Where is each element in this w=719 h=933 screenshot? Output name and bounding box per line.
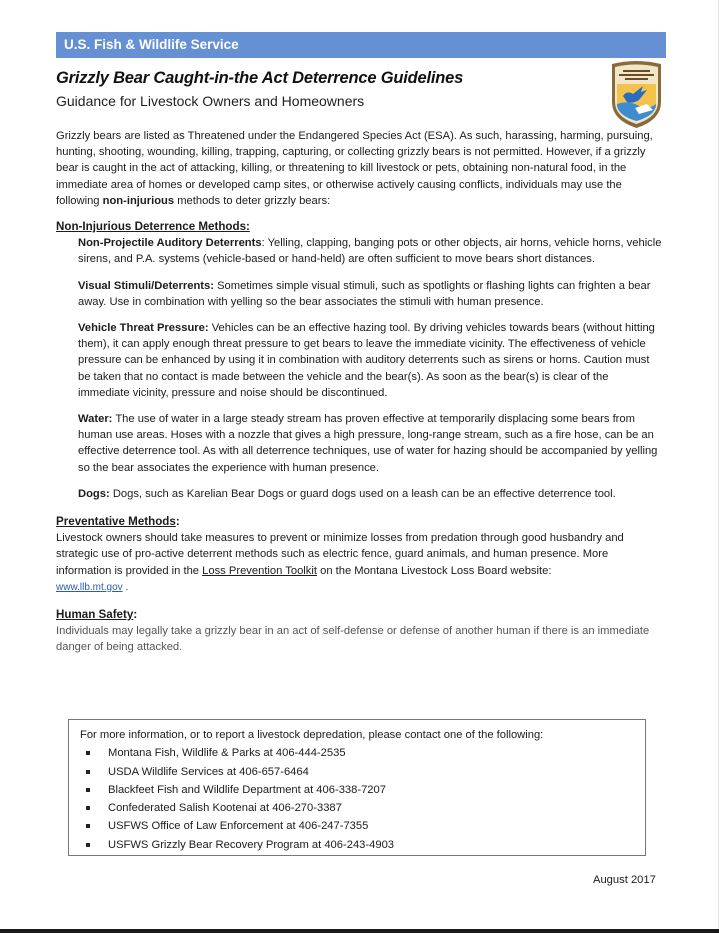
contact-intro: For more information, or to report a livestock depredation, please contact one of the following: (80, 729, 544, 741)
loss-prevention-toolkit-link[interactable]: Loss Prevention Toolkit (202, 564, 317, 577)
usfws-logo-icon (609, 60, 664, 130)
method-water: Water: The use of water in a large steady stream has proven effective at temporarily displacing some bears from human use areas. Hoses with a nozzle that gives a high pressure, long-range stream, such as a fire hose, can be an effective deterrence tool. As with all deterrence techniques, use of water for hazing should be accompanied by yelling so the bear associates the experience with human presence. (78, 413, 658, 474)
contact-info-box (68, 719, 646, 856)
contact-item: Blackfeet Fish and Wildlife Department at 406-338-7207 (80, 781, 634, 799)
human-safety-heading: Human Safety: (56, 608, 138, 622)
contact-item: USFWS Grizzly Bear Recovery Program at 406-243-4903 (80, 836, 634, 854)
human-safety-paragraph: Individuals may legally take a grizzly bear in an act of self-defense or defense of another human if there is an immediate danger of being attacked. (56, 625, 650, 654)
agency-banner (56, 32, 666, 58)
document-subtitle: Guidance for Livestock Owners and Homeowners (56, 93, 365, 109)
bullet-icon (86, 751, 90, 755)
document-body (56, 128, 662, 656)
contact-list (80, 744, 634, 854)
agency-name: U.S. Fish & Wildlife Service (64, 37, 239, 52)
publication-date: August 2017 (593, 874, 656, 886)
non-injurious-methods (56, 235, 662, 502)
bullet-icon (86, 788, 90, 792)
llb-website-link[interactable]: www.llb.mt.gov (56, 581, 123, 593)
method-vehicle: Vehicle Threat Pressure: Vehicles can be an effective hazing tool. By driving vehicles towards bears (without hitting them), it can apply enough threat pressure to get bears to leave the immediate vicinity. The effectiveness of vehicle pressure can be enhanced by using it in combination with auditory deterrents such as sirens or horns. Caution must be taken that no contact is made between the vehicle and the bear(s). As soon as the bear(s) is clear of the immediate vicinity, pressure and noise should be discontinued. (78, 322, 655, 399)
method-visual: Visual Stimuli/Deterrents: Sometimes simple visual stimuli, such as spotlights or flashing lights can frighten a bear away. Use in combination with yelling so the bear associates the stimuli with human presence. (78, 279, 651, 308)
contact-item: Montana Fish, Wildlife & Parks at 406-444-2535 (80, 744, 634, 762)
document-title: Grizzly Bear Caught-in-the Act Deterrence Guidelines (56, 69, 464, 87)
preventative-heading: Preventative Methods: (56, 515, 180, 529)
bullet-icon (86, 770, 90, 774)
contact-item: USDA Wildlife Services at 406-657-6464 (80, 763, 634, 781)
emphasis-non-injurious: non-injurious (102, 194, 175, 207)
bullet-icon (86, 824, 90, 828)
bullet-icon (86, 843, 90, 847)
method-auditory: Non-Projectile Auditory Deterrents: Yelling, clapping, banging pots or other objects, air horns, vehicle horns, vehicle sirens, and P.A. systems (vehicle-based or hand-held) are often sufficient to move bears short distances. (78, 237, 662, 266)
non-injurious-heading: Non-Injurious Deterrence Methods: (56, 220, 250, 234)
method-dogs: Dogs: Dogs, such as Karelian Bear Dogs or guard dogs used on a leash can be an effective deterrence tool. (78, 487, 616, 500)
intro-paragraph: Grizzly bears are listed as Threatened under the Endangered Species Act (ESA). As such, harassing, harming, pursuing, hunting, shooting, wounding, killing, trapping, capturing, or collecting grizzly bears is not permitted. However, if a grizzly bear is caught in the act of attacking, killing, or threatening to kill livestock or pets, obtaining non-natural food, in the immediate area of homes or developed camp sites, or otherwise actively causing conflicts, individuals may use the following non-injurious methods to deter grizzly bears: (56, 130, 653, 207)
bottom-edge-bar (0, 929, 719, 933)
contact-item: USFWS Office of Law Enforcement at 406-247-7355 (80, 817, 634, 835)
preventative-paragraph: Livestock owners should take measures to prevent or minimize losses from predation through good husbandry and strategic use of pro-active deterrent methods such as electric fence, guard animals, and human presence. More information is provided in the Loss Prevention Toolkit on the Montana Livestock Loss Board website: www.llb.mt.gov . (56, 532, 624, 593)
bullet-icon (86, 806, 90, 810)
contact-item: Confederated Salish Kootenai at 406-270-3387 (80, 799, 634, 817)
